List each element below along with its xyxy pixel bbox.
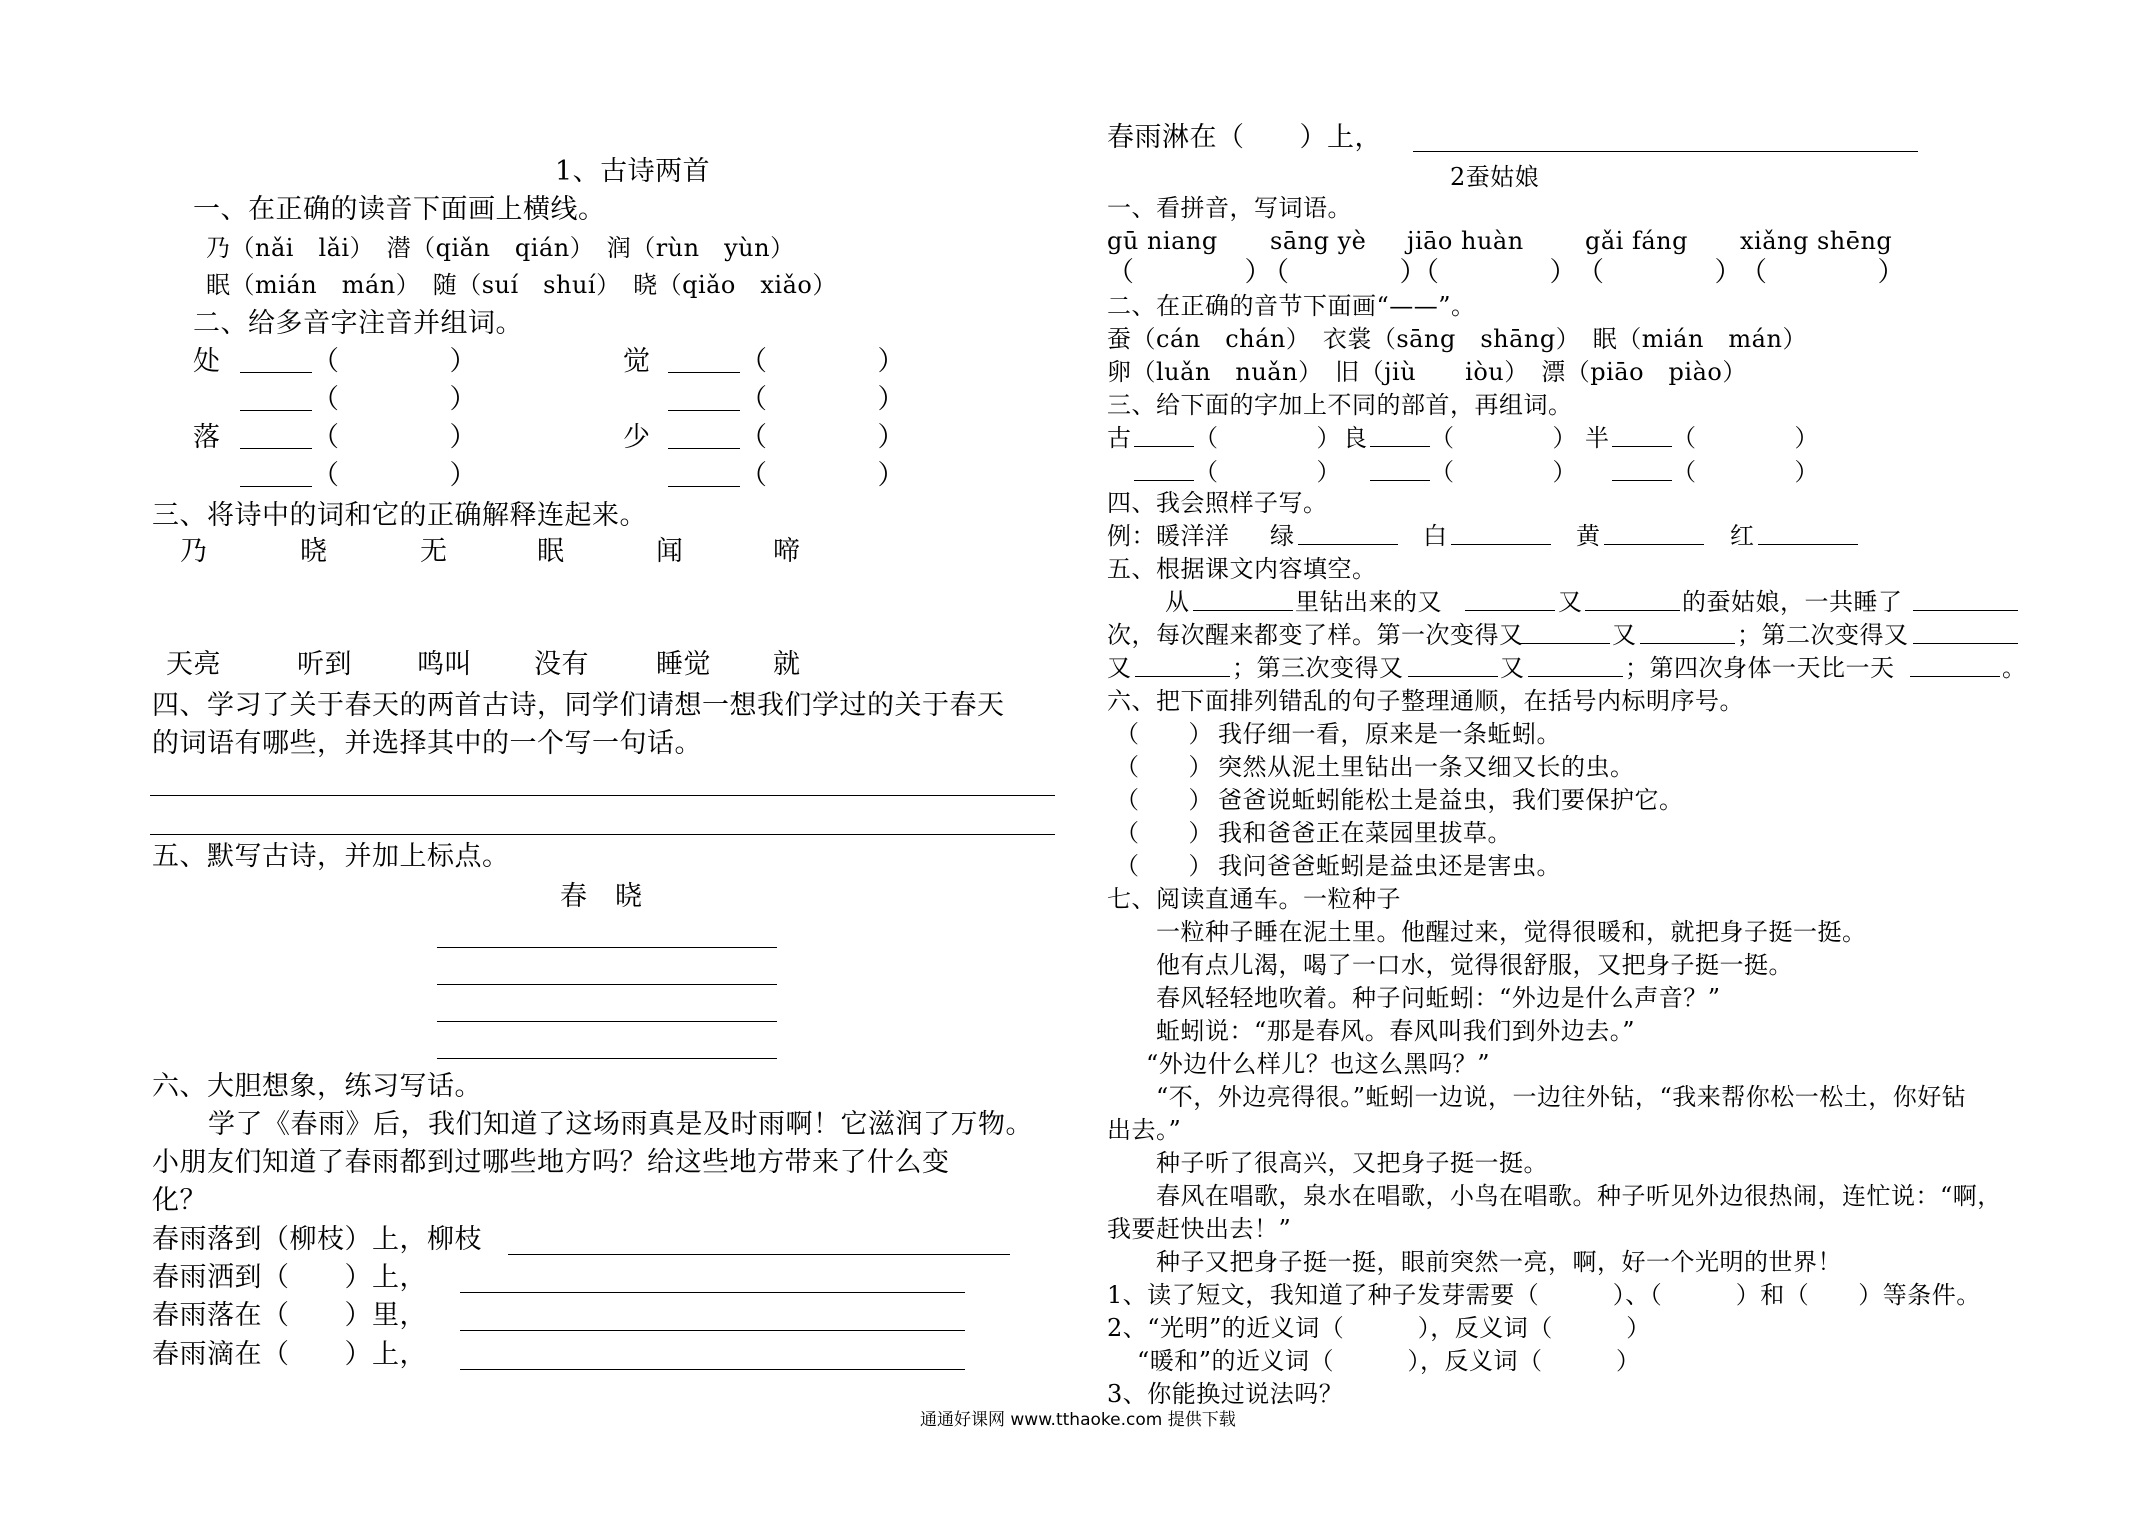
r-s4-heading: 四、我会照样子写。 [1107,489,1328,517]
blank-line[interactable] [1913,643,2018,644]
match-top-6[interactable]: 啼 [773,536,801,567]
paren-blank[interactable]: （ ） [1740,257,1905,288]
r-s3-heading: 三、给下面的字加上不同的部首，再组词。 [1107,391,1573,419]
lesson-1-title: 1、古诗两首 [555,156,711,187]
reading-line-7: 出去。” [1107,1116,1182,1144]
order-sentence-2: 突然从泥土里钻出一条又细又长的虫。 [1218,753,1635,781]
paren-blank[interactable]: （ ） [740,384,905,415]
polyphone-shao: 少 [623,422,651,453]
reading-line-5: “外边什么样儿？也这么黑吗？” [1146,1050,1491,1078]
fill-text: 从 [1165,588,1190,616]
blank-line[interactable] [668,448,740,449]
l-s1-row1: 乃（nǎi lǎi） 潜（qiǎn qián） 润（rùn yùn） [206,234,795,262]
reading-line-10: 我要赶快出去！” [1107,1215,1292,1243]
blank-line[interactable] [1298,544,1398,545]
blank-line[interactable] [1604,544,1704,545]
lesson-2-title: 2蚕姑娘 [1450,163,1540,191]
reading-line-2: 他有点儿渴，喝了一口水，觉得很舒服，又把身子挺一挺。 [1156,951,1793,979]
question-2b[interactable]: “暖和”的近义词（ ），反义词（ ） [1137,1347,1641,1375]
reading-line-9: 春风在唱歌，泉水在唱歌，小鸟在唱歌。种子听见外边很热闹，连忙说：“啊， [1156,1182,2002,1210]
paren-blank[interactable]: （ ） [312,460,477,491]
match-top-5[interactable]: 闻 [656,536,684,567]
spring-rain-line-2: 春雨洒到（ ）上， [152,1262,427,1293]
order-paren-2[interactable]: （ ） [1115,753,1213,781]
order-paren-1[interactable]: （ ） [1115,720,1213,748]
order-sentence-4: 我和爸爸正在菜园里拔草。 [1218,819,1512,847]
writing-line[interactable] [460,1292,965,1293]
match-bottom-3[interactable]: 鸣叫 [417,649,472,680]
fill-text: 的蚕姑娘，一共睡了 [1682,588,1903,616]
l-s4-heading: 四、学习了关于春天的两首古诗，同学们请想一想我们学过的关于春天 [152,690,1005,721]
blank-line[interactable] [1520,643,1610,644]
order-sentence-1: 我仔细一看，原来是一条蚯蚓。 [1218,720,1561,748]
spring-rain-line-5: 春雨淋在（ ）上， [1107,122,1382,153]
fill-text: 又 [1612,621,1637,649]
reading-line-1: 一粒种子睡在泥土里。他醒过来，觉得很暖和，就把身子挺一挺。 [1156,918,1867,946]
r-s5-heading: 五、根据课文内容填空。 [1107,555,1377,583]
paren-blank[interactable]: （ ） [312,346,477,377]
writing-line[interactable] [460,1369,965,1370]
r-s2-row2: 卵（luǎn nuǎn） 旧（jiù iòu） 漂（piāo piào） [1107,358,1747,386]
blank-line[interactable] [1134,480,1194,481]
blank-line[interactable] [1135,676,1230,677]
pinyin-5: xiǎng shēng [1740,227,1893,255]
l-s6-p1: 学了《春雨》后，我们知道了这场雨真是及时雨啊！它滋润了万物。 [208,1109,1033,1140]
order-sentence-3: 爸爸说蚯蚓能松土是益虫，我们要保护它。 [1218,786,1684,814]
paren-blank[interactable]: （ ） [1672,424,1819,452]
poem-line-3[interactable] [437,1021,777,1022]
blank-line[interactable] [1910,676,2000,677]
order-paren-3[interactable]: （ ） [1115,786,1213,814]
paren-blank[interactable]: （ ） [1194,458,1341,486]
r-s1-heading: 一、看拼音，写词语。 [1107,194,1352,222]
blank-line[interactable] [668,372,740,373]
paren-blank[interactable]: （ ） [1430,424,1577,452]
blank-line[interactable] [1370,446,1430,447]
match-bottom-1[interactable]: 天亮 [166,649,221,680]
paren-blank[interactable]: （ ） [1412,257,1577,288]
blank-line[interactable] [240,372,312,373]
reading-line-3: 春风轻轻地吹着。种子问蚯蚓：“外边是什么声音？” [1156,984,1721,1012]
blank-line[interactable] [1134,446,1194,447]
match-bottom-2[interactable]: 听到 [297,649,352,680]
paren-blank[interactable]: （ ） [312,384,477,415]
l-s1-row2: 眠（mián mán） 随（suí shuí） 晓（qiǎo xiǎo） [206,271,837,299]
blank-line[interactable] [1913,610,2018,611]
blank-line[interactable] [1612,446,1672,447]
radical-char-ban: 半 [1585,424,1610,452]
writing-line[interactable] [150,834,1055,835]
paren-blank[interactable]: （ ） [1262,257,1427,288]
radical-char-gu: 古 [1107,424,1132,452]
polyphone-jue: 觉 [623,346,651,377]
blank-line[interactable] [1451,544,1551,545]
blank-line[interactable] [1612,480,1672,481]
paren-blank[interactable]: （ ） [740,346,905,377]
blank-line[interactable] [1758,544,1858,545]
word-lv: 绿 [1270,522,1295,550]
l-s2-heading: 二、给多音字注音并组词。 [193,308,523,339]
r-s2-row1: 蚕（cán chán） 衣裳（sāng shāng） 眠（mián mán） [1107,325,1807,353]
l-s3-heading: 三、将诗中的词和它的正确解释连起来。 [152,500,647,531]
paren-blank[interactable]: （ ） [1107,257,1272,288]
writing-line[interactable] [1413,151,1918,152]
question-2[interactable]: 2、“光明”的近义词（ ），反义词（ ） [1107,1314,1651,1342]
spring-rain-line-4: 春雨滴在（ ）上， [152,1339,427,1370]
fill-text: 又 [1558,588,1583,616]
word-hong: 红 [1730,522,1755,550]
blank-line[interactable] [668,410,740,411]
l-s6-heading: 六、大胆想象，练习写话。 [152,1071,482,1102]
blank-line[interactable] [668,486,740,487]
blank-line[interactable] [1193,610,1293,611]
paren-blank[interactable]: （ ） [740,422,905,453]
l-s1-heading: 一、在正确的读音下面画上横线。 [193,194,606,225]
footer-credit: 通通好课网 www.tthaoke.com 提供下载 [920,1410,1236,1430]
blank-line[interactable] [1528,676,1623,677]
match-bottom-6[interactable]: 就 [773,649,801,680]
match-bottom-4[interactable]: 没有 [534,649,589,680]
l-s4-heading-2: 的词语有哪些，并选择其中的一个写一句话。 [152,728,702,759]
l-s5-heading: 五、默写古诗，并加上标点。 [152,841,510,872]
r-s6-heading: 六、把下面排列错乱的句子整理通顺，在括号内标明序号。 [1107,687,1744,715]
match-top-3[interactable]: 无 [420,536,448,567]
writing-line[interactable] [508,1254,1010,1255]
word-bai: 白 [1423,522,1448,550]
pinyin-4: gǎi fáng [1585,227,1688,255]
blank-line[interactable] [1640,643,1735,644]
polyphone-chu: 处 [193,346,221,377]
paren-blank[interactable]: （ ） [1672,458,1819,486]
writing-line[interactable] [150,795,1055,796]
fill-text: 次，每次醒来都变了样。第一次变得又 [1107,621,1524,649]
reading-line-4: 蚯蚓说：“那是春风。春风叫我们到外边去。” [1156,1017,1636,1045]
fill-text: 又 [1107,654,1132,682]
pinyin-3: jiāo huàn [1407,227,1524,255]
blank-line[interactable] [240,410,312,411]
l-s6-p3: 化？ [152,1185,207,1216]
r-s2-heading: 二、在正确的音节下面画“——”。 [1107,292,1476,320]
blank-line[interactable] [1585,610,1680,611]
fill-text: 又 [1500,654,1525,682]
paren-blank[interactable]: （ ） [312,422,477,453]
poem-line-4[interactable] [437,1058,777,1059]
writing-line[interactable] [460,1330,965,1331]
paren-blank[interactable]: （ ） [1194,424,1341,452]
blank-line[interactable] [1408,676,1498,677]
pinyin-2: sāng yè [1270,227,1367,255]
pinyin-1: gū niang [1107,227,1218,255]
blank-line[interactable] [240,486,312,487]
example-word: 例：暖洋洋 [1107,522,1230,550]
l-s6-p2: 小朋友们知道了春雨都到过哪些地方吗？给这些地方带来了什么变 [152,1147,950,1178]
match-bottom-5[interactable]: 睡觉 [656,649,711,680]
paren-blank[interactable]: （ ） [740,460,905,491]
paren-blank[interactable]: （ ） [1430,458,1577,486]
spring-rain-line-3: 春雨落在（ ）里， [152,1300,427,1331]
reading-line-11: 种子又把身子挺一挺，眼前突然一亮，啊，好一个光明的世界！ [1156,1248,1842,1276]
match-top-4[interactable]: 眠 [537,536,565,567]
match-top-2[interactable]: 晓 [300,536,328,567]
fill-text: ；第二次变得又 [1737,621,1909,649]
poem-line-1[interactable] [437,947,777,948]
blank-line[interactable] [240,448,312,449]
fill-text: 里钻出来的又 [1295,588,1442,616]
spring-rain-line-1: 春雨落到（柳枝）上，柳枝 [152,1224,482,1255]
word-huang: 黄 [1576,522,1601,550]
question-3[interactable]: 3、你能换过说法吗？ [1107,1380,1344,1408]
reading-line-6: “不，外边亮得很。”蚯蚓一边说，一边往外钻，“我来帮你松一松土，你好钻 [1156,1083,1967,1111]
r-s7-heading: 七、阅读直通车。一粒种子 [1107,885,1401,913]
reading-line-8: 种子听了很高兴，又把身子挺一挺。 [1156,1149,1548,1177]
match-top-1[interactable]: 乃 [180,536,208,567]
fill-text: ；第四次身体一天比一天 [1625,654,1895,682]
question-1[interactable]: 1、读了短文，我知道了种子发芽需要（ ）、（ ）和（ ）等条件。 [1107,1281,1981,1309]
paren-blank[interactable]: （ ） [1577,257,1742,288]
radical-char-liang: 良 [1343,424,1368,452]
order-sentence-5: 我问爸爸蚯蚓是益虫还是害虫。 [1218,852,1561,880]
order-paren-5[interactable]: （ ） [1115,852,1213,880]
blank-line[interactable] [1370,480,1430,481]
polyphone-luo: 落 [193,422,221,453]
order-paren-4[interactable]: （ ） [1115,819,1213,847]
fill-text: 。 [2002,654,2027,682]
fill-text: ；第三次变得又 [1232,654,1404,682]
blank-line[interactable] [1465,610,1555,611]
poem-line-2[interactable] [437,984,777,985]
poem-title: 春 晓 [560,881,643,912]
